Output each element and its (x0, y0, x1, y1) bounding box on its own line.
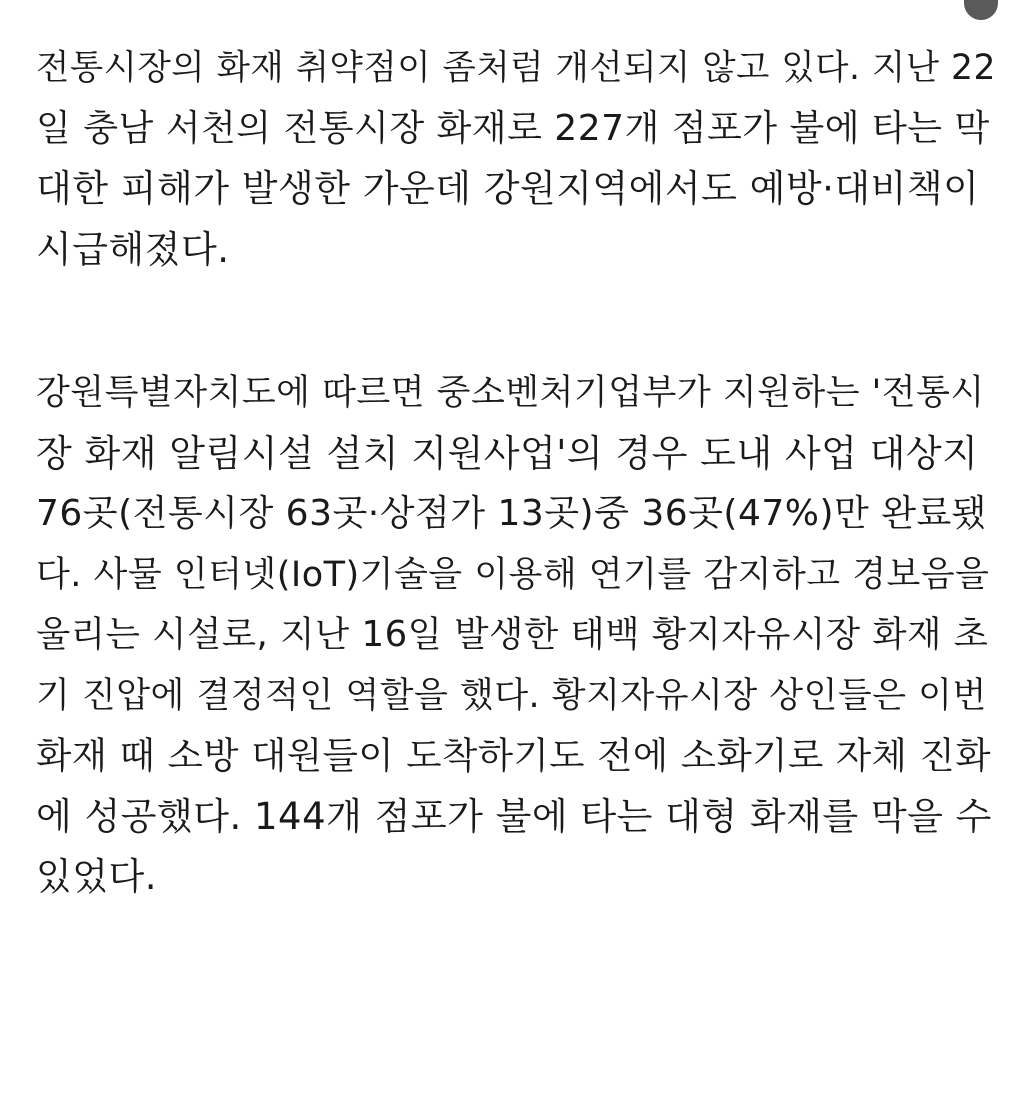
paragraph-spacer (36, 280, 996, 363)
text-line: 대한 피해가 발생한 가운데 강원지역에서도 예방·대비책이 (36, 167, 980, 210)
paragraph-2 (36, 363, 996, 908)
text-line: 전통시장의 화재 취약점이 좀처럼 개선되지 않고 있다. 지난 22 (36, 48, 996, 88)
text-line: 76곳(전통시장 63곳·상점가 13곳)중 36곳(47%)만 완료됐 (36, 493, 988, 534)
text-line: 장 화재 알림시설 설치 지원사업'의 경우 도내 사업 대상지 (36, 431, 979, 475)
scroll-indicator[interactable] (964, 0, 998, 20)
text-line: 기 진압에 결정적인 역할을 했다. 황지자유시장 상인들은 이번 (36, 675, 987, 716)
paragraph-1 (36, 38, 996, 280)
text-line: 일 충남 서천의 전통시장 화재로 227개 점포가 불에 타는 막 (36, 107, 990, 149)
text-line: 화재 때 소방 대원들이 도착하기도 전에 소화기로 자체 진화 (36, 734, 992, 777)
text-line: 에 성공했다. 144개 점포가 불에 타는 대형 화재를 막을 수 (36, 794, 992, 838)
article-body (36, 38, 996, 908)
text-line: 다. 사물 인터넷(IoT)기술을 이용해 연기를 감지하고 경보음을 (36, 554, 990, 595)
text-line: 있었다. (36, 855, 157, 898)
text-line: 강원특별자치도에 따르면 중소벤처기업부가 지원하는 '전통시 (36, 373, 985, 413)
text-line: 울리는 시설로, 지난 16일 발생한 태백 황지자유시장 화재 초 (36, 614, 989, 655)
text-line: 시급해졌다. (36, 227, 230, 271)
